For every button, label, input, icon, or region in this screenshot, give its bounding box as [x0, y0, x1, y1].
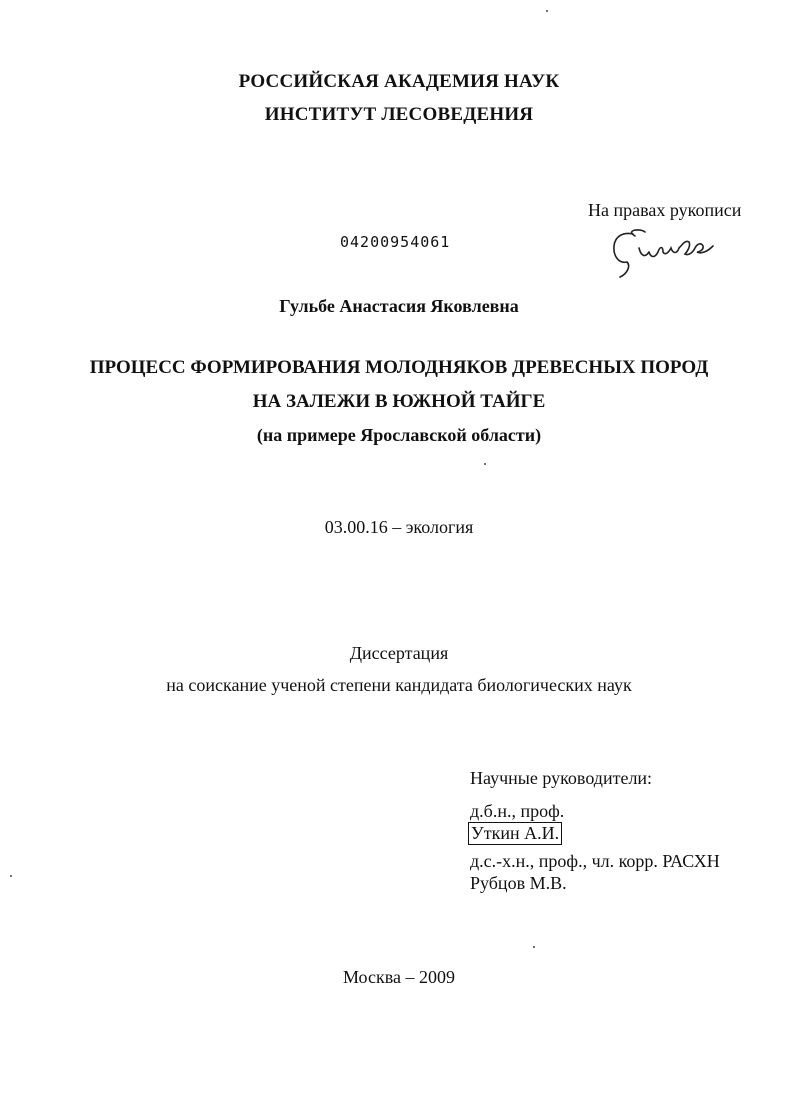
academy-name: РОССИЙСКАЯ АКАДЕМИЯ НАУК [238, 71, 560, 92]
supervisor-2-name: Рубцов М.В. [470, 873, 567, 893]
manuscript-rights-label: На правах рукописи [588, 200, 742, 220]
supervisors-heading: Научные руководители: [470, 768, 653, 788]
author-name: Гульбе Анастасия Яковлевна [279, 296, 519, 316]
thesis-title-line-2: НА ЗАЛЕЖИ В ЮЖНОЙ ТАЙГЕ [252, 391, 546, 412]
city-year: Москва – 2009 [343, 967, 455, 987]
scan-speck [546, 10, 548, 12]
scan-speck [533, 946, 535, 948]
author-signature [605, 222, 720, 280]
document-type: Диссертация [349, 643, 449, 663]
thesis-subtitle: (на примере Ярославской области) [256, 425, 542, 445]
scan-speck [484, 463, 486, 465]
supervisor-1-name: Уткин А.И. [468, 822, 562, 845]
specialty-code: 03.00.16 – экология [324, 517, 474, 537]
degree-sought: на соискание ученой степени кандидата биологических наук [166, 675, 632, 695]
institute-name: ИНСТИТУТ ЛЕСОВЕДЕНИЯ [264, 104, 534, 125]
scan-speck [10, 875, 12, 877]
supervisor-2-degree: д.с.-х.н., проф., чл. корр. РАСХН [470, 851, 720, 871]
thesis-title-line-1: ПРОЦЕСС ФОРМИРОВАНИЯ МОЛОДНЯКОВ ДРЕВЕСНЫХ ПОРОД [89, 357, 709, 378]
catalog-number: 04200954061 [340, 233, 451, 251]
supervisor-1-degree: д.б.н., проф. [470, 801, 565, 821]
